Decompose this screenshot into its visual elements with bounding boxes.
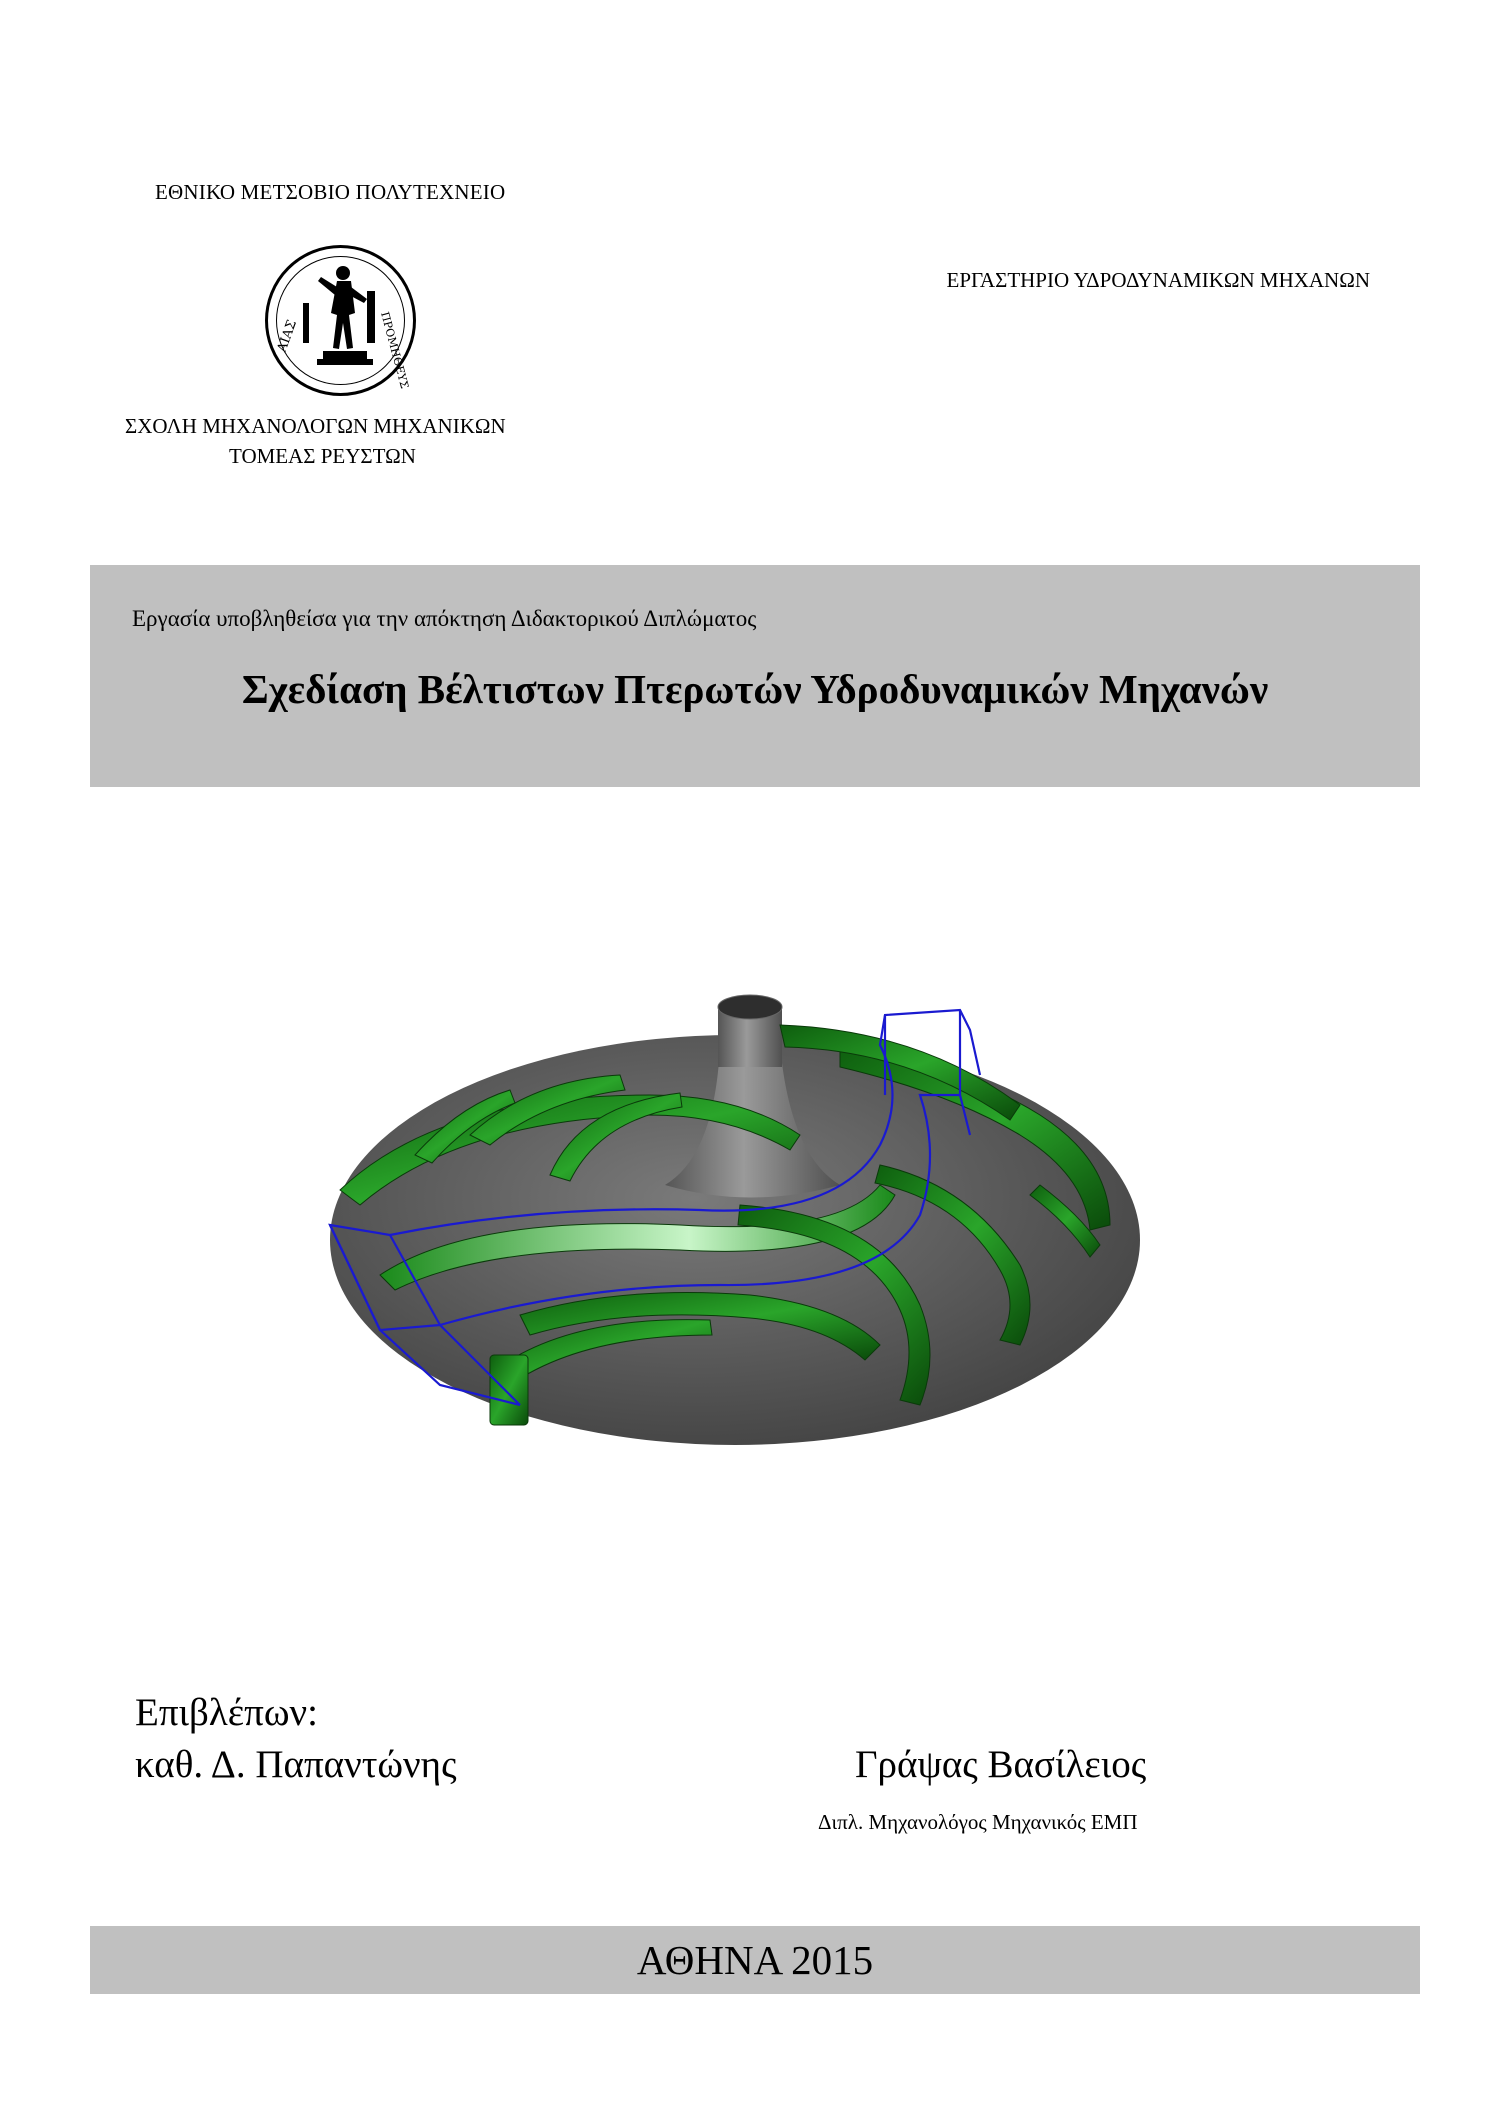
- author-degree: Διπλ. Μηχανολόγος Μηχανικός ΕΜΠ: [818, 1810, 1138, 1834]
- thesis-subtitle: Εργασία υποβληθείσα για την απόκτηση Διδακτορικού Διπλώματος: [132, 606, 757, 631]
- title-band: [90, 565, 1420, 787]
- university-seal-logo: [263, 243, 418, 398]
- footer-band: [90, 1926, 1420, 1994]
- thesis-title: Σχεδίαση Βέλτιστων Πτερωτών Υδροδυναμικών Μηχανών: [241, 666, 1269, 712]
- author-name: Γράψας Βασίλειος: [855, 1743, 1147, 1786]
- impeller-illustration: [320, 985, 1150, 1455]
- supervisor-label: Επιβλέπων:: [135, 1691, 318, 1734]
- sector-name: ΤΟΜΕΑΣ ΡΕΥΣΤΩΝ: [229, 444, 416, 468]
- svg-text:ΑΙΑΣ: ΑΙΑΣ: [274, 318, 301, 355]
- school-name: ΣΧΟΛΗ ΜΗΧΑΝΟΛΟΓΩΝ ΜΗΧΑΝΙΚΩΝ: [125, 414, 506, 438]
- university-name: ΕΘΝΙΚΟ ΜΕΤΣΟΒΙΟ ΠΟΛΥΤΕΧΝΕΙΟ: [155, 180, 506, 204]
- school-block: [125, 411, 595, 471]
- svg-text:ΠΡΟΜΗΘΕΥΣ: ΠΡΟΜΗΘΕΥΣ: [378, 310, 412, 391]
- laboratory-name: ΕΡΓΑΣΤΗΡΙΟ ΥΔΡΟΔΥΝΑΜΙΚΩΝ ΜΗΧΑΝΩΝ: [946, 268, 1370, 292]
- supervisor-name: καθ. Δ. Παπαντώνης: [135, 1743, 457, 1786]
- city-year: ΑΘΗΝΑ 2015: [636, 1937, 874, 1983]
